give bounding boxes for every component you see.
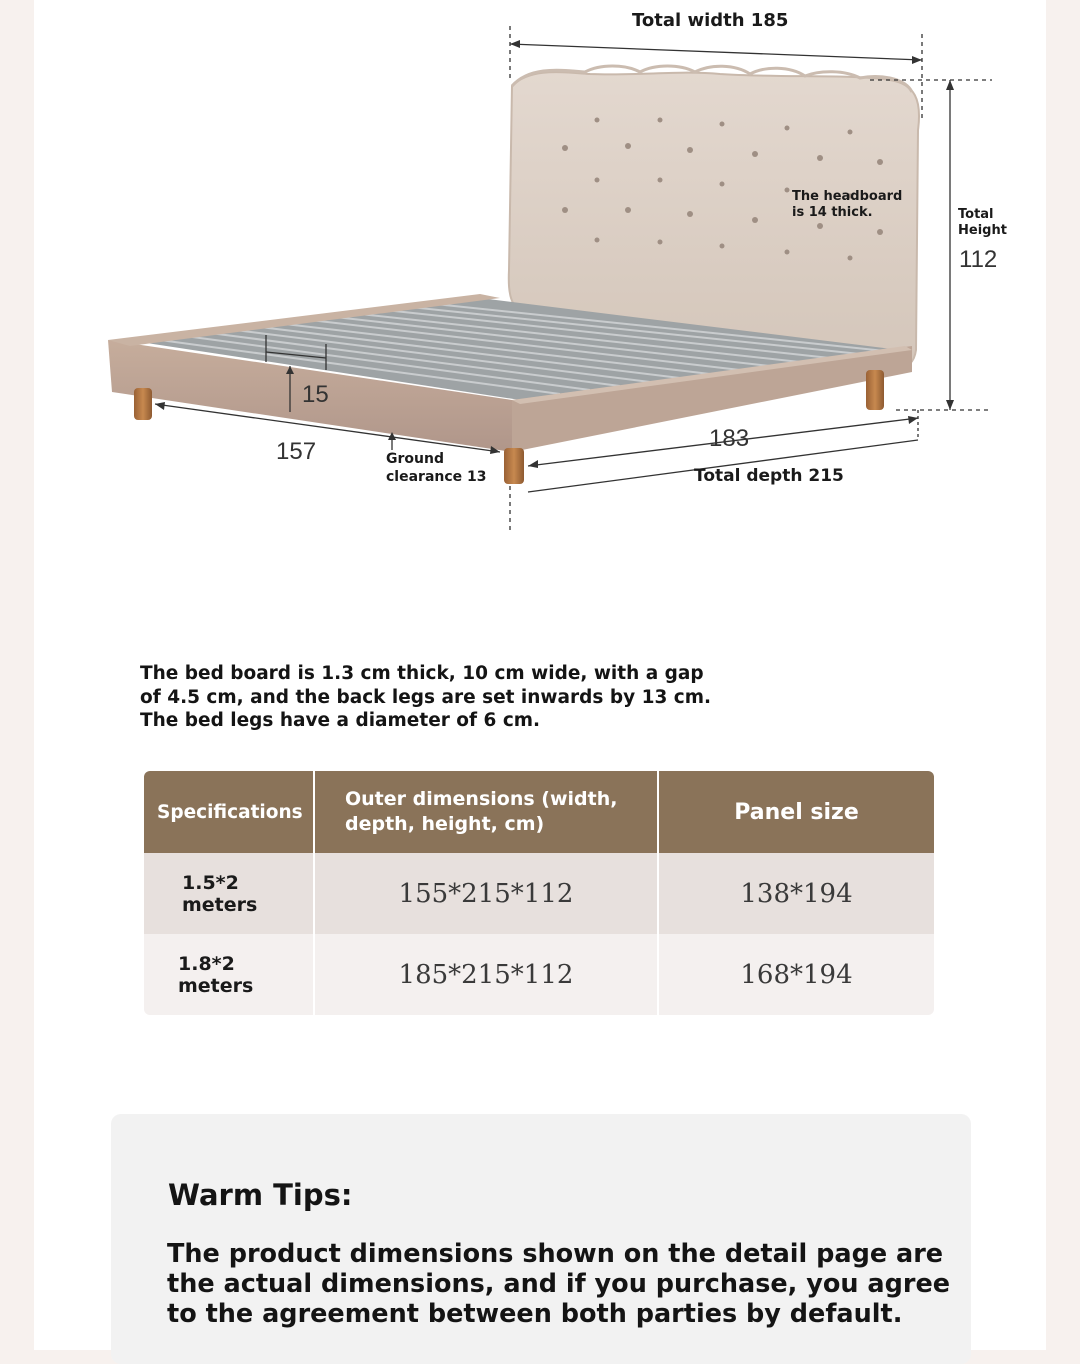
warm-tips-line2: the actual dimensions, and if you purchase, you agree (167, 1269, 951, 1299)
bed-dimension-diagram (0, 0, 1080, 560)
warm-tips-title: Warm Tips: (168, 1178, 353, 1212)
bed-illustration (0, 0, 1080, 560)
total-height-line1: Total (958, 207, 994, 222)
row-panel-size: 138*194 (740, 878, 853, 909)
frame-height-value: 15 (302, 381, 329, 408)
header-outer-dimensions (315, 771, 659, 853)
headboard-note-line2: is 14 thick. (792, 205, 873, 220)
leg-front (504, 448, 524, 484)
ground-clearance-label (386, 450, 487, 486)
warm-tips-line3: to the agreement between both parties by default. (167, 1299, 903, 1329)
header-specifications: Specifications (144, 771, 315, 853)
table-row (144, 853, 934, 934)
warm-tips-box (111, 1114, 971, 1364)
header-panel-size: Panel size (734, 799, 859, 825)
row-outer-dimensions: 155*215*112 (315, 853, 659, 934)
leg-left (134, 388, 152, 420)
row-spec: 1.8*2 meters (144, 934, 315, 1015)
row-panel-size: 168*194 (740, 959, 853, 990)
description-line3: The bed legs have a diameter of 6 cm. (140, 710, 541, 731)
total-height-value: 112 (959, 246, 998, 273)
warm-tips-line1: The product dimensions shown on the detail page are (167, 1239, 944, 1269)
description-line2: of 4.5 cm, and the back legs are set inwards by 13 cm. (140, 686, 712, 708)
ground-clearance-line2: clearance 13 (386, 469, 487, 485)
headboard-note-line1: The headboard (792, 189, 903, 204)
row-spec: 1.5*2 meters (144, 853, 315, 934)
spec-table (144, 771, 934, 1015)
total-width-label: Total width 185 (632, 10, 789, 31)
inner-length-value: 183 (709, 425, 750, 452)
inner-width-value: 157 (276, 438, 317, 465)
table-header-row (144, 771, 934, 853)
header-outer-line1: Outer dimensions (width, (345, 788, 618, 810)
total-height-line2: Height (958, 223, 1007, 238)
warm-tips-body (167, 1239, 957, 1329)
total-depth-label: Total depth 215 (694, 466, 844, 486)
bed-board-description (140, 662, 780, 733)
headboard-note (792, 189, 902, 221)
total-height-label (958, 207, 1007, 239)
header-outer-line2: depth, height, cm) (345, 813, 545, 835)
row-outer-dimensions: 185*215*112 (315, 934, 659, 1015)
table-row (144, 934, 934, 1015)
leg-right (866, 370, 884, 410)
description-line1: The bed board is 1.3 cm thick, 10 cm wide, with a gap (140, 663, 704, 684)
ground-clearance-line1: Ground (386, 451, 444, 467)
